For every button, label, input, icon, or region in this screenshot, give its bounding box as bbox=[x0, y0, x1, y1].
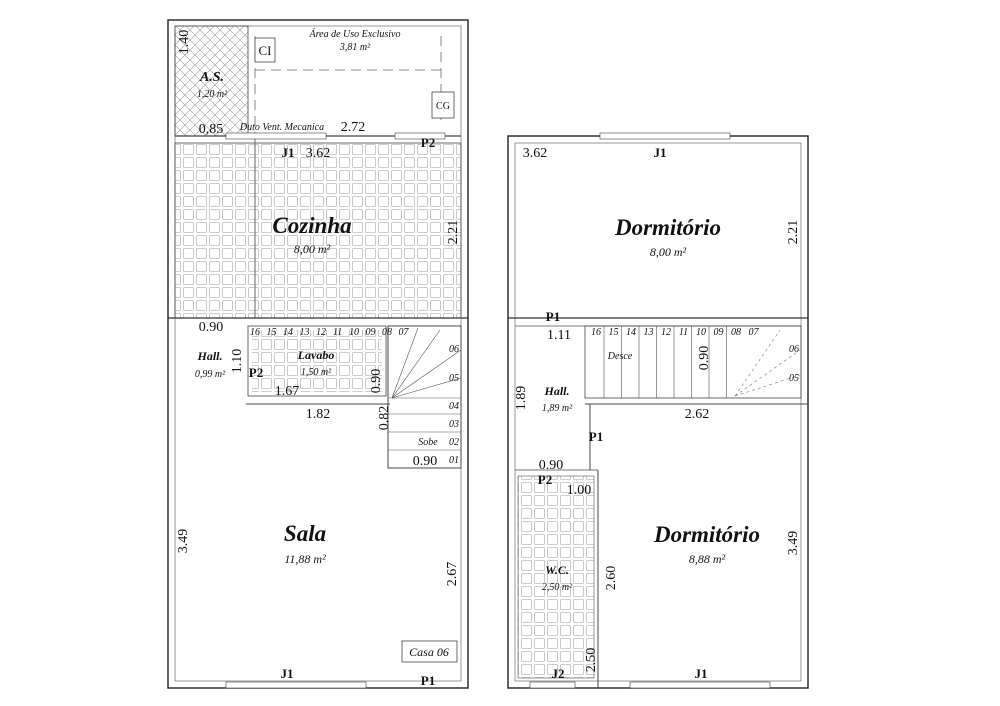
dim-3-49: 3.49 bbox=[176, 528, 191, 554]
dim-u-2-21: 2.21 bbox=[786, 219, 801, 245]
stair-step-number: 10 bbox=[349, 327, 359, 338]
dim-1-40: 1.40 bbox=[177, 29, 192, 55]
dim-0-90-lavabo: 0.90 bbox=[369, 368, 384, 394]
stair-step-number: 08 bbox=[382, 327, 392, 338]
wc-floor bbox=[518, 476, 594, 678]
stair-step-number: 16 bbox=[250, 327, 260, 338]
stair-step-number: 15 bbox=[608, 327, 619, 338]
as-area: 1,20 m² bbox=[196, 89, 228, 100]
lavabo-area: 1,50 m² bbox=[300, 367, 332, 378]
stair-step-number: 09 bbox=[365, 327, 376, 338]
stair-step-number: 08 bbox=[731, 327, 741, 338]
stair-step-number: 09 bbox=[713, 327, 724, 338]
stair-step-number: 16 bbox=[591, 327, 601, 338]
dim-0-90-stair: 0.90 bbox=[412, 454, 438, 469]
dim-u-0-90-wc: 0.90 bbox=[538, 458, 564, 473]
sala-label: Sala bbox=[283, 521, 327, 546]
dim-2-21: 2.21 bbox=[446, 219, 461, 245]
dorm1-label: Dormitório bbox=[614, 215, 722, 240]
dim-u-1-11: 1.11 bbox=[547, 328, 571, 343]
ci-label: CI bbox=[258, 43, 272, 58]
door-p2-lavabo: P2 bbox=[248, 365, 264, 380]
dorm1-area: 8,00 m² bbox=[649, 245, 687, 259]
dim-1-10: 1.10 bbox=[230, 348, 245, 374]
dim-u-1-89: 1.89 bbox=[514, 385, 529, 411]
dim-1-82: 1.82 bbox=[305, 407, 331, 422]
dim-u-2-60: 2.60 bbox=[604, 565, 619, 591]
duto-label: Duto Vent. Mecanica bbox=[239, 122, 325, 133]
dim-0-90: 0.90 bbox=[198, 320, 224, 335]
desce-label: Desce bbox=[607, 351, 633, 362]
stair-step-number: 01 bbox=[449, 455, 459, 466]
dim-3-62: 3.62 bbox=[305, 146, 331, 161]
casa-label: Casa 06 bbox=[409, 645, 449, 659]
door-j1-upper-bottom: J1 bbox=[694, 666, 708, 681]
hall-upper-area: 1,89 m² bbox=[541, 403, 573, 414]
dorm2-label: Dormitório bbox=[653, 522, 761, 547]
dim-u-2-62: 2.62 bbox=[684, 407, 710, 422]
cozinha-label: Cozinha bbox=[272, 213, 352, 238]
door-j2: J2 bbox=[551, 666, 565, 681]
sobe-label: Sobe bbox=[418, 437, 438, 448]
hall-upper-label: Hall. bbox=[544, 384, 570, 398]
door-j1-bottom: J1 bbox=[280, 666, 294, 681]
stair-step-number: 12 bbox=[661, 327, 671, 338]
door-j1-upper-top: J1 bbox=[653, 145, 667, 160]
cozinha-area: 8,00 m² bbox=[293, 242, 331, 256]
dim-2-67: 2.67 bbox=[445, 561, 460, 587]
stair-step-number: 05 bbox=[789, 373, 799, 384]
stair-step-number: 11 bbox=[678, 327, 689, 338]
stair-step-number: 05 bbox=[449, 373, 459, 384]
stair-step-number: 11 bbox=[332, 327, 343, 338]
stair-step-number: 02 bbox=[449, 437, 459, 448]
stair-step-number: 06 bbox=[789, 344, 799, 355]
stair-step-number: 13 bbox=[299, 327, 310, 338]
hall-ground-area: 0,99 m² bbox=[194, 369, 226, 380]
door-p2-top: P2 bbox=[420, 135, 436, 150]
stair-step-number: 14 bbox=[283, 327, 293, 338]
dim-0-82: 0.82 bbox=[377, 405, 392, 431]
dim-1-67: 1.67 bbox=[274, 384, 300, 399]
door-p1-upper-right: P1 bbox=[588, 429, 604, 444]
stair-step-number: 14 bbox=[626, 327, 636, 338]
stair-step-number: 07 bbox=[748, 327, 759, 338]
stair-step-number: 06 bbox=[449, 344, 459, 355]
door-p2-upper: P2 bbox=[537, 472, 553, 487]
dim-u-2-50: 2.50 bbox=[584, 647, 599, 673]
stair-step-number: 04 bbox=[449, 401, 459, 412]
stair-step-number: 12 bbox=[316, 327, 326, 338]
upper-floor-plan bbox=[508, 133, 808, 688]
lavabo-label: Lavabo bbox=[297, 348, 335, 362]
dorm2-area: 8,88 m² bbox=[688, 552, 726, 566]
dim-0-85: 0,85 bbox=[198, 122, 224, 137]
door-p1-upper-mid: P1 bbox=[545, 309, 561, 324]
ground-floor-plan bbox=[168, 20, 468, 688]
dim-2-72: 2.72 bbox=[340, 120, 366, 135]
cg-label: CG bbox=[436, 101, 450, 112]
wc-area: 2,50 m² bbox=[541, 582, 573, 593]
stair-step-number: 15 bbox=[266, 327, 277, 338]
sala-area: 11,88 m² bbox=[284, 552, 326, 566]
hall-ground-label: Hall. bbox=[197, 349, 223, 363]
area-uso-area: 3,81 m² bbox=[339, 42, 371, 53]
door-j1-top: J1 bbox=[281, 145, 295, 160]
dim-u-0-90: 0.90 bbox=[697, 345, 712, 371]
stair-step-number: 13 bbox=[643, 327, 654, 338]
door-p1-bottom: P1 bbox=[420, 673, 436, 688]
stair-step-number: 07 bbox=[398, 327, 409, 338]
as-label: A.S. bbox=[199, 70, 225, 85]
dim-u-3-49: 3.49 bbox=[786, 530, 801, 556]
wc-label: W.C. bbox=[545, 563, 569, 577]
area-uso-title: Área de Uso Exclusivo bbox=[309, 29, 401, 40]
dim-u-3-62: 3.62 bbox=[522, 146, 548, 161]
stair-step-number: 10 bbox=[696, 327, 706, 338]
stair-step-number: 03 bbox=[449, 419, 459, 430]
dim-u-1-00: 1.00 bbox=[566, 483, 592, 498]
